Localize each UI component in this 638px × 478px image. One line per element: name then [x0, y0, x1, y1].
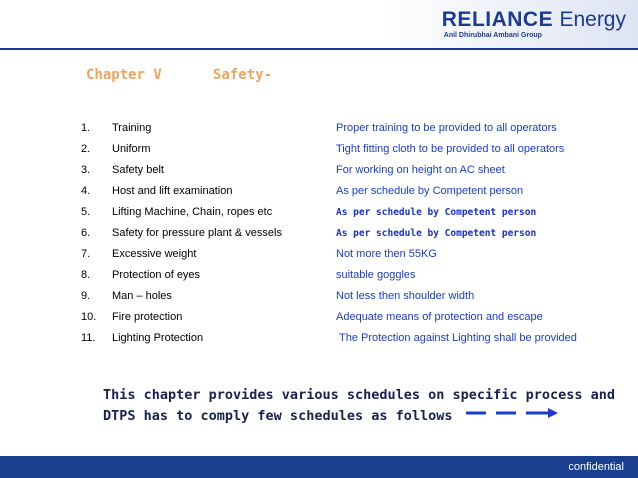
item-number: 1.: [81, 122, 91, 134]
list-item: [0, 162, 638, 183]
item-description: Not more then 55KG: [336, 248, 437, 260]
item-number: 7.: [81, 248, 91, 260]
item-number: 4.: [81, 185, 91, 197]
footer-bar: [0, 456, 638, 478]
note-line-1: This chapter provides various schedules on specific process and: [103, 387, 616, 403]
item-number: 3.: [81, 164, 91, 176]
item-number: 9.: [81, 290, 91, 302]
chapter-label: Chapter V: [86, 67, 162, 83]
item-number: 10.: [81, 311, 97, 323]
dashed-arrow-icon: [466, 406, 562, 420]
list-item: [0, 120, 638, 141]
item-description: As per schedule by Competent person: [336, 228, 537, 239]
item-number: 5.: [81, 206, 91, 218]
item-description: suitable goggles: [336, 269, 416, 281]
item-description: As per schedule by Competent person: [336, 207, 537, 218]
list-item: [0, 288, 638, 309]
list-item: [0, 204, 638, 225]
item-label: Uniform: [112, 143, 151, 155]
item-label: Safety for pressure plant & vessels: [112, 227, 282, 239]
item-label: Training: [112, 122, 152, 134]
list-item: [0, 183, 638, 204]
confidential-label: confidential: [568, 461, 624, 473]
item-number: 6.: [81, 227, 91, 239]
item-description: As per schedule by Competent person: [336, 185, 524, 197]
item-label: Man – holes: [112, 290, 172, 302]
reliance-energy-logo: [442, 9, 626, 40]
logo-group-name: Anil Dhirubhai Ambani Group: [443, 32, 542, 39]
item-description: Proper training to be provided to all operators: [336, 122, 557, 134]
item-label: Safety belt: [112, 164, 164, 176]
item-number: 2.: [81, 143, 91, 155]
header-divider: [0, 48, 638, 50]
list-item: [0, 246, 638, 267]
item-description: The Protection against Lighting shall be provided: [339, 332, 577, 344]
chapter-topic: Safety-: [213, 67, 273, 83]
item-label: Protection of eyes: [112, 269, 201, 281]
item-description: Adequate means of protection and escape: [336, 311, 543, 323]
list-item: [0, 141, 638, 162]
list-item: [0, 309, 638, 330]
item-label: Fire protection: [112, 311, 183, 323]
item-label: Excessive weight: [112, 248, 197, 260]
item-label: Lifting Machine, Chain, ropes etc: [112, 206, 273, 218]
list-item: [0, 330, 638, 351]
item-description: Tight fitting cloth to be provided to all operators: [336, 143, 565, 155]
item-number: 8.: [81, 269, 91, 281]
logo-brand-energy: Energy: [559, 8, 626, 31]
item-description: For working on height on AC sheet: [336, 164, 505, 176]
list-item: [0, 267, 638, 288]
list-item: [0, 225, 638, 246]
item-description: Not less then shoulder width: [336, 290, 475, 302]
item-label: Lighting Protection: [112, 332, 204, 344]
item-number: 11.: [81, 332, 96, 344]
item-label: Host and lift examination: [112, 185, 233, 197]
note-line-2: DTPS has to comply few schedules as follows: [103, 408, 453, 424]
logo-brand-name: RELIANCE: [441, 8, 554, 31]
